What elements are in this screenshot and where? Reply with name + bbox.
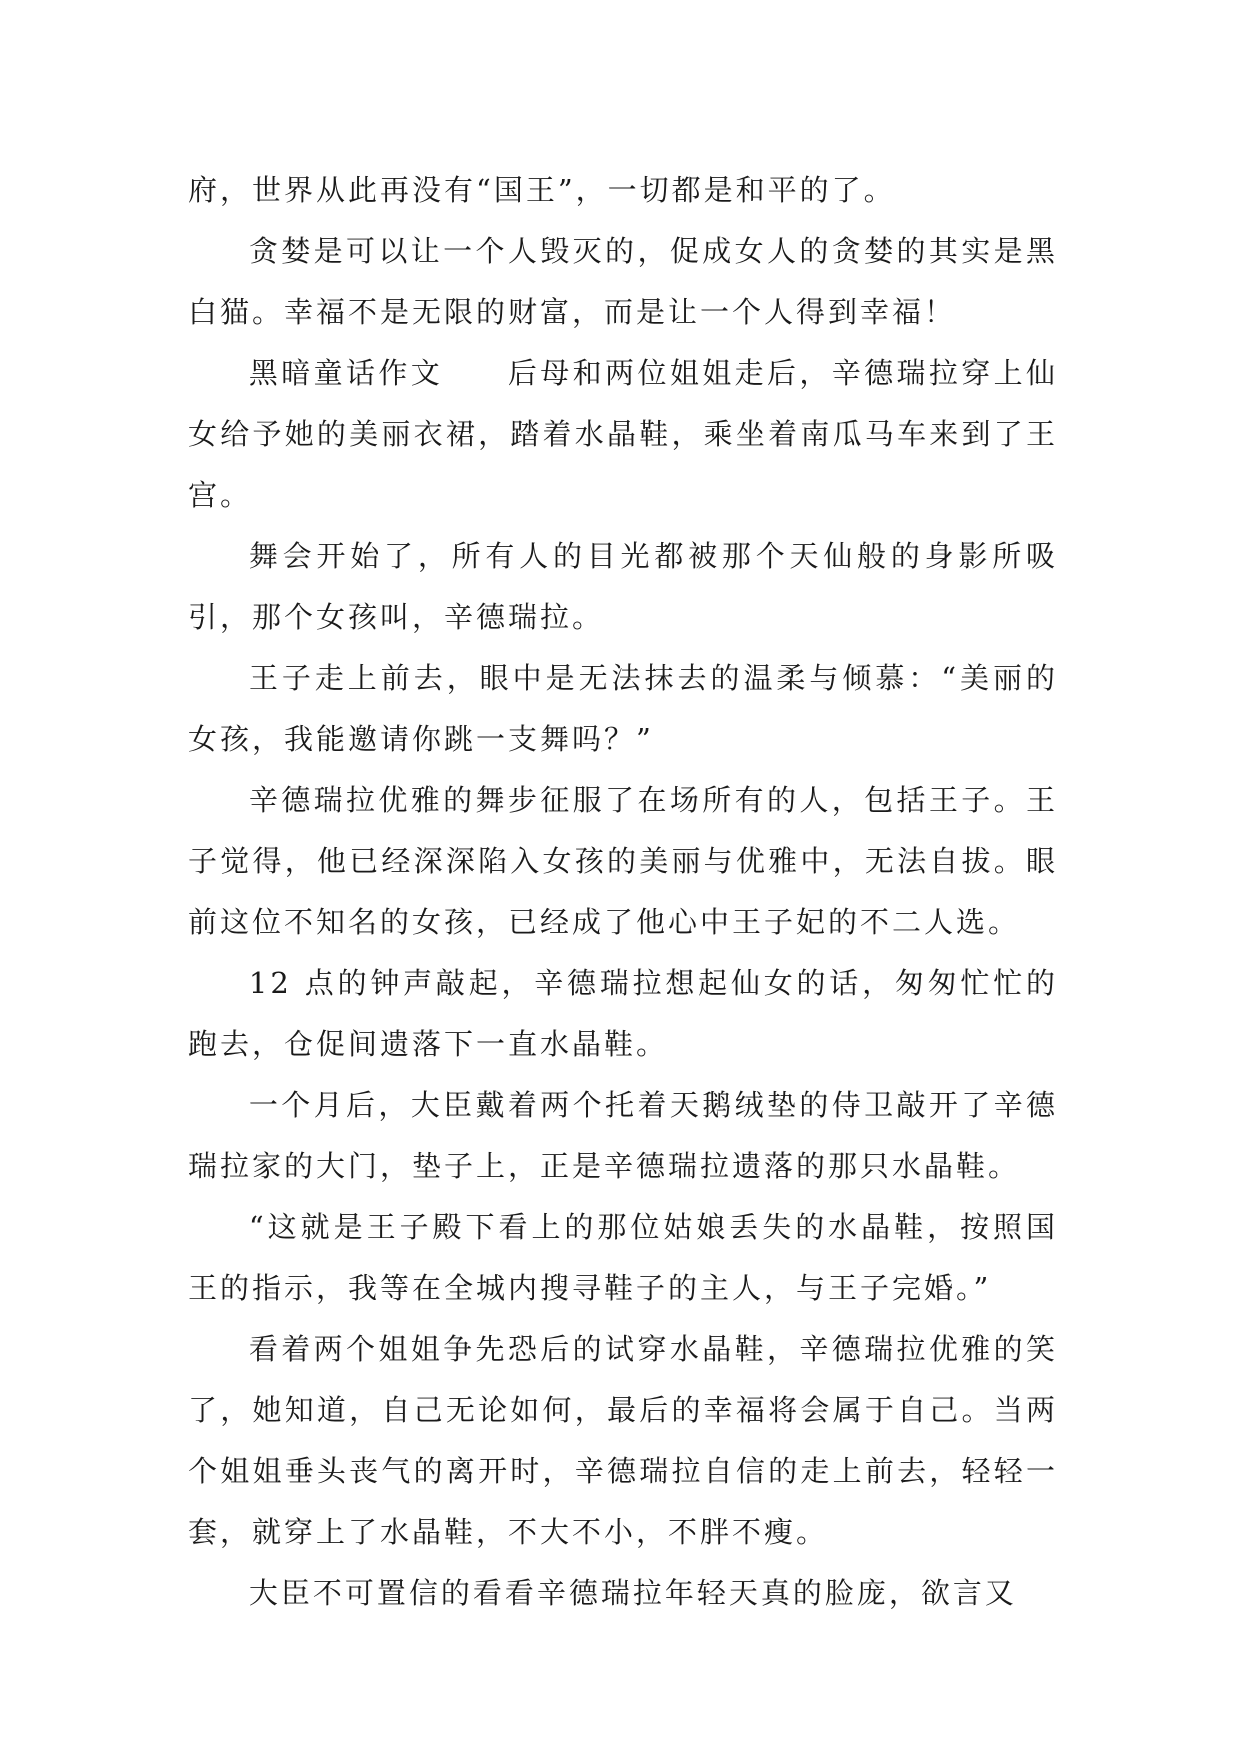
paragraph: 大臣不可置信的看看辛德瑞拉年轻天真的脸庞，欲言又 <box>248 1576 1017 1610</box>
paragraph: 王子走上前去，眼中是无法抹去的温柔与倾慕：“美丽的女孩，我能邀请你跳一支舞吗？” <box>188 661 1058 756</box>
body-text <box>188 160 1058 1624</box>
paragraph: “这就是王子殿下看上的那位姑娘丢失的水晶鞋，按照国王的指示，我等在全城内搜寻鞋子的主人，与王子完婚。” <box>188 1210 1058 1305</box>
paragraph: 贪婪是可以让一个人毁灭的，促成女人的贪婪的其实是黑白猫。幸福不是无限的财富，而是让一个人得到幸福！ <box>188 234 1058 329</box>
paragraph: 12 点的钟声敲起，辛德瑞拉想起仙女的话，匆匆忙忙的跑去，仓促间遗落下一直水晶鞋。 <box>188 966 1058 1061</box>
paragraph: 舞会开始了，所有人的目光都被那个天仙般的身影所吸引，那个女孩叫，辛德瑞拉。 <box>188 539 1058 634</box>
paragraph: 黑暗童话作文 后母和两位姐姐走后，辛德瑞拉穿上仙女给予她的美丽衣裙，踏着水晶鞋，乘坐着南瓜马车来到了王宫。 <box>188 356 1058 512</box>
paragraph: 看着两个姐姐争先恐后的试穿水晶鞋，辛德瑞拉优雅的笑了，她知道，自己无论如何，最后的幸福将会属于自己。当两个姐姐垂头丧气的离开时，辛德瑞拉自信的走上前去，轻轻一套，就穿上了水晶鞋，不大不小，不胖不瘦。 <box>188 1332 1058 1549</box>
paragraph: 辛德瑞拉优雅的舞步征服了在场所有的人，包括王子。王子觉得，他已经深深陷入女孩的美丽与优雅中，无法自拔。眼前这位不知名的女孩，已经成了他心中王子妃的不二人选。 <box>188 783 1058 939</box>
paragraph: 一个月后，大臣戴着两个托着天鹅绒垫的侍卫敲开了辛德瑞拉家的大门，垫子上，正是辛德瑞拉遗落的那只水晶鞋。 <box>188 1088 1058 1183</box>
paragraph: 府，世界从此再没有“国王”，一切都是和平的了。 <box>188 173 896 207</box>
